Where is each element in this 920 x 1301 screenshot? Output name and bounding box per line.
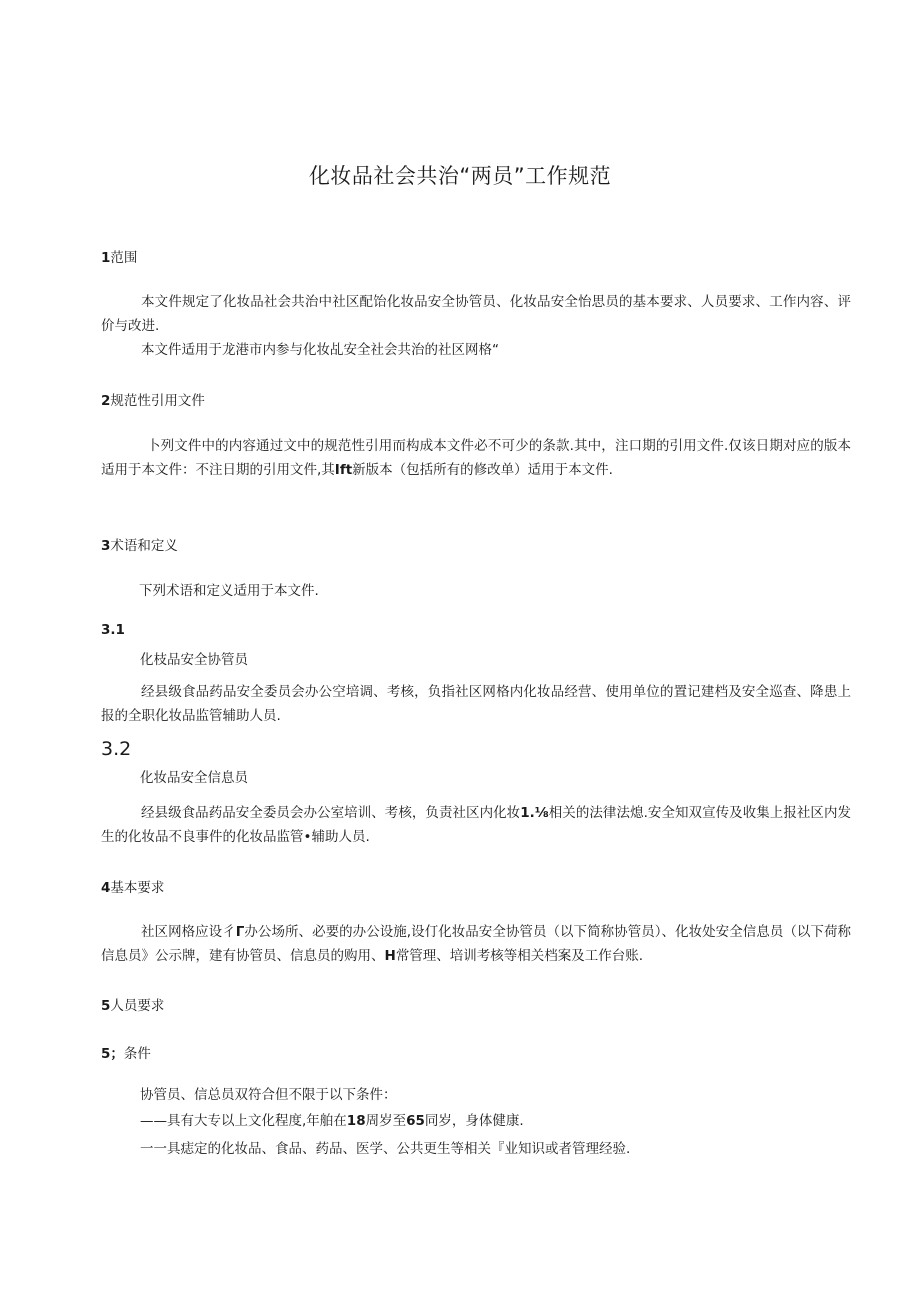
text-run: 办公场所、必要的办公设施,设仃化妆品安全协管员（以下简称协管员）、化妆处安全信息员（以下荷称信息员》公示牌，建有协管员、信息员的购用、: [101, 924, 851, 964]
section-label: 术语和定义: [110, 538, 178, 554]
section-label: 基本要求: [110, 880, 165, 896]
section-1-paragraph-1: 本文件规定了化妆品社会共治中社区配饴化妆品安全协管员、化妆品安全怡思员的基本要求、人员要求、工作内容、评价与改进.: [101, 294, 851, 334]
section-3-heading: [101, 534, 178, 554]
section-number: 1: [101, 250, 111, 266]
section-2-paragraph-1: [101, 434, 851, 482]
section-4-paragraph-1: [101, 920, 851, 968]
term-3-1: 化枝品安全协管员: [140, 652, 248, 668]
text-run: 经县级食品药品安全委员会办公室培训、考核，负责社区内化妆: [141, 805, 521, 821]
text-run-bold: Γ: [235, 924, 245, 940]
text-run-bold: H: [384, 948, 396, 964]
section-number: 3: [101, 538, 111, 554]
section-5-intro: 协管员、信总员双符合但不限于以下条件：: [140, 1087, 397, 1103]
section-1-paragraph-2: 本文件适用于龙港市内参与化妆乩安全社会共治的社区网格“: [141, 342, 499, 358]
text-run: ——具有大专以上文化程度,年舶在: [140, 1113, 347, 1129]
term-3-2: 化妆品安全信息员: [140, 770, 248, 786]
text-run: 周岁至: [365, 1113, 407, 1129]
text-run-bold: 65: [406, 1113, 425, 1129]
section-4-heading: [101, 876, 164, 896]
text-run: 新版本（包括所有的修改单）适用于本文件.: [352, 462, 613, 478]
section-5-heading: [101, 994, 164, 1014]
section-3-intro: 下列术语和定义适用于本文件.: [139, 583, 319, 599]
definition-3-2: [101, 801, 851, 849]
text-run: 常管理、培训考核等相关档案及工作台账.: [395, 948, 644, 964]
text-run-bold: 18: [346, 1113, 366, 1129]
subsection-3-1-number: 3.1: [101, 622, 125, 638]
section-number: 5: [101, 998, 111, 1014]
text-run: 相关的法律法熄.安全知双宣传及收集上报社区内发生的化妆品不良事件的化妆品监管•辅助人员.: [101, 805, 852, 845]
subsection-5-1-heading: [101, 1042, 151, 1062]
section-label: 条件: [123, 1046, 151, 1062]
text-run-bold: 1.⅛: [520, 805, 549, 821]
text-run: 同岁，身体健康.: [424, 1113, 524, 1129]
section-1-heading: [101, 246, 137, 266]
section-number: 2: [101, 393, 111, 409]
text-run: 卜列文件中的内容通过文中的规范性引用而构成本文件必不可少的条款.其中，注口期的引用文件.仅该日期对应的版本适用于本文件：不注日期的引用文件,其: [101, 438, 851, 478]
text-run: 社区网格应设彳: [141, 924, 236, 940]
section-2-heading: [101, 389, 205, 409]
list-item-2: 一一具痣定的化妆品、食品、药品、医学、公共更生等相关『业知识或者管理经验.: [140, 1141, 631, 1157]
section-number: 5；: [101, 1046, 124, 1062]
section-number: 4: [101, 880, 111, 896]
section-label: 范围: [110, 250, 138, 266]
list-item-1: [140, 1109, 524, 1129]
subsection-3-2-number: 3.2: [101, 738, 132, 760]
text-run-bold: Ift: [334, 462, 353, 478]
section-label: 人员要求: [110, 998, 165, 1014]
document-title: 化妆品社会共治“两员”工作规范: [308, 164, 612, 188]
section-label: 规范性引用文件: [110, 393, 205, 409]
definition-3-1: 经县级食品药品安全委员会办公空培调、考核，负指社区网格内化妆品经营、使用单位的置记建档及安全巡查、降患上报的全职化妆品监管辅助人员.: [101, 684, 851, 724]
